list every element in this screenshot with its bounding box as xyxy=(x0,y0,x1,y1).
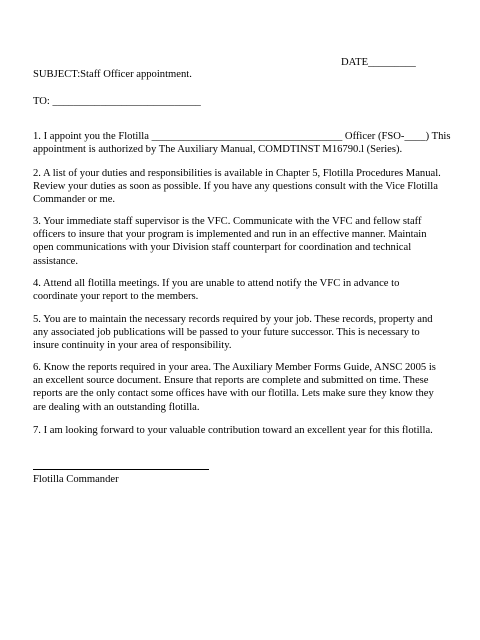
subject-line: SUBJECT:Staff Officer appointment. xyxy=(33,69,192,80)
paragraph-5-line-1: 5. You are to maintain the necessary records required by your job. These records, property and xyxy=(33,314,433,325)
to-field: TO: ____________________________ xyxy=(33,96,201,107)
paragraph-2 xyxy=(33,167,463,207)
paragraph-3-line-3: open communications with your Division staff counterpart for coordination and technical xyxy=(33,242,412,254)
paragraph-4-line-2: coordinate your report to the members. xyxy=(33,291,199,303)
signature-title: Flotilla Commander xyxy=(33,474,119,485)
paragraph-3 xyxy=(33,215,463,268)
date-field: DATE_________ xyxy=(341,57,416,68)
signature-line xyxy=(33,469,209,470)
paragraph-5-line-3: insure continuity in your area of responsibility. xyxy=(33,340,232,352)
paragraph-6-line-2: an excellent source document. Ensure that reports are complete and submitted on time. These xyxy=(33,375,429,387)
paragraph-2-line-1: 2. A list of your duties and responsibilities is available in Chapter 5, Flotilla Procedures Manual. xyxy=(33,168,441,179)
paragraph-1-line-2: appointment is authorized by The Auxiliary Manual, COMDTINST M16790.l (Series). xyxy=(33,144,403,156)
paragraph-7 xyxy=(33,424,463,437)
paragraph-4 xyxy=(33,277,463,303)
paragraph-5 xyxy=(33,313,463,353)
paragraph-5-line-2: any associated job publications will be passed to your future successor. This is necessary to xyxy=(33,327,420,339)
paragraph-6-line-3: reports are the only contact some offices have with our flotilla. Lets make sure they know they xyxy=(33,388,434,400)
paragraph-6-line-4: are dealing with an outstanding flotilla. xyxy=(33,401,200,413)
paragraph-7-line-1: 7. I am looking forward to your valuable contribution toward an excellent year for this flotilla. xyxy=(33,425,433,436)
paragraph-1-line-1: 1. I appoint you the Flotilla ____________________________________ Officer (FSO-____) This xyxy=(33,131,451,142)
paragraph-3-line-2: officers to insure that your program is implemented and run in an effective manner. Maintain xyxy=(33,229,427,241)
paragraph-6 xyxy=(33,361,463,414)
paragraph-2-line-2: Review your duties as soon as possible. If you have any questions consult with the Vice Flotilla xyxy=(33,181,438,193)
paragraph-3-line-1: 3. Your immediate staff supervisor is the VFC. Communicate with the VFC and fellow staff xyxy=(33,216,422,227)
paragraph-6-line-1: 6. Know the reports required in your area. The Auxiliary Member Forms Guide, ANSC 2005 is xyxy=(33,362,436,373)
paragraph-4-line-1: 4. Attend all flotilla meetings. If you are unable to attend notify the VFC in advance to xyxy=(33,278,400,289)
paragraph-3-line-4: assistance. xyxy=(33,255,79,267)
paragraph-2-line-3: Commander or me. xyxy=(33,194,116,206)
paragraph-1 xyxy=(33,130,463,156)
